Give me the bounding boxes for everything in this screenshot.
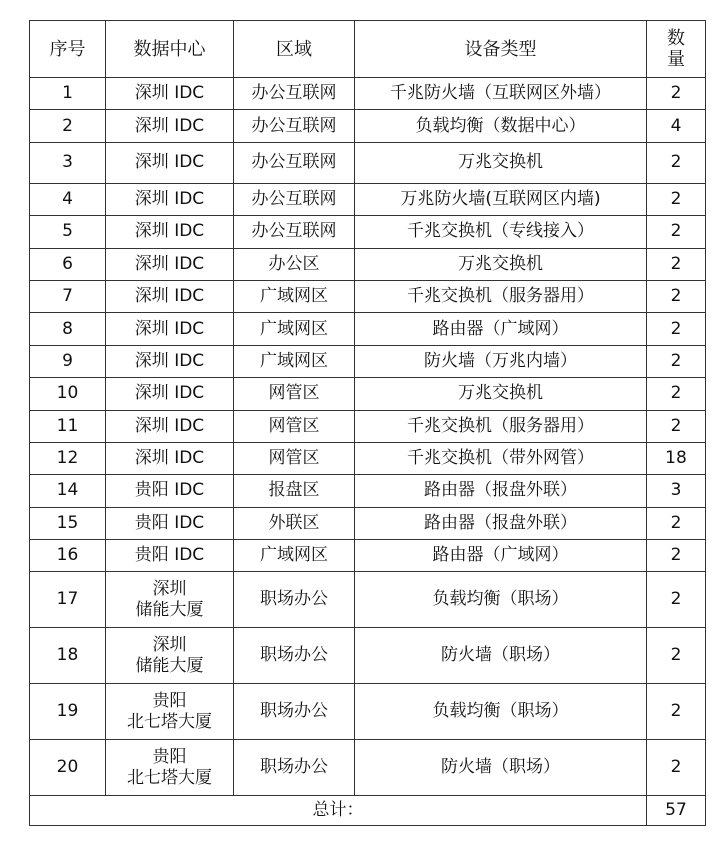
cell-seq: 19 [30, 684, 106, 740]
table-row [30, 345, 706, 377]
cell-seq: 1 [30, 78, 106, 110]
cell-datacenter: 深圳 IDC [106, 216, 234, 248]
table-row [30, 684, 706, 740]
cell-zone: 网管区 [234, 442, 355, 474]
cell-seq: 18 [30, 628, 106, 684]
cell-zone: 办公互联网 [234, 183, 355, 215]
cell-zone: 广域网区 [234, 313, 355, 345]
cell-datacenter: 深圳 IDC [106, 248, 234, 280]
table-row [30, 280, 706, 312]
cell-zone: 外联区 [234, 507, 355, 539]
cell-seq: 2 [30, 110, 106, 142]
cell-device-type: 负载均衡（职场） [355, 684, 647, 740]
cell-qty: 2 [647, 78, 706, 110]
cell-datacenter: 深圳 IDC [106, 410, 234, 442]
cell-zone: 广域网区 [234, 540, 355, 572]
cell-seq: 6 [30, 248, 106, 280]
cell-device-type: 路由器（报盘外联） [355, 507, 647, 539]
cell-seq: 5 [30, 216, 106, 248]
cell-device-type: 万兆交换机 [355, 142, 647, 183]
cell-seq: 15 [30, 507, 106, 539]
cell-seq: 16 [30, 540, 106, 572]
cell-datacenter [106, 684, 234, 740]
cell-qty: 2 [647, 572, 706, 628]
header-datacenter: 数据中心 [106, 21, 234, 78]
cell-datacenter: 贵阳 IDC [106, 507, 234, 539]
table-row [30, 572, 706, 628]
cell-qty: 2 [647, 216, 706, 248]
cell-seq: 17 [30, 572, 106, 628]
cell-datacenter-line2: 储能大厦 [135, 655, 204, 676]
cell-qty: 18 [647, 442, 706, 474]
table-row [30, 507, 706, 539]
total-label: 总计： [30, 796, 647, 826]
cell-seq: 8 [30, 313, 106, 345]
cell-zone: 办公互联网 [234, 78, 355, 110]
cell-datacenter-line2: 北七塔大厦 [127, 767, 212, 788]
cell-datacenter: 深圳 IDC [106, 313, 234, 345]
cell-qty: 2 [647, 540, 706, 572]
cell-qty: 2 [647, 142, 706, 183]
cell-datacenter-line1: 贵阳 [152, 746, 187, 767]
cell-qty: 2 [647, 313, 706, 345]
cell-device-type: 负载均衡（数据中心） [355, 110, 647, 142]
cell-datacenter: 深圳 IDC [106, 110, 234, 142]
cell-datacenter [106, 628, 234, 684]
cell-seq: 3 [30, 142, 106, 183]
header-qty [647, 21, 706, 78]
table-row [30, 248, 706, 280]
table-row [30, 110, 706, 142]
table-row [30, 475, 706, 507]
cell-datacenter-line1: 深圳 [152, 634, 187, 655]
table-row [30, 740, 706, 796]
total-row [30, 796, 706, 826]
cell-seq: 9 [30, 345, 106, 377]
header-qty-line2: 量 [667, 49, 685, 70]
cell-datacenter: 深圳 IDC [106, 280, 234, 312]
cell-seq: 7 [30, 280, 106, 312]
cell-device-type: 万兆交换机 [355, 378, 647, 410]
cell-datacenter [106, 740, 234, 796]
cell-device-type: 路由器（广域网） [355, 313, 647, 345]
equipment-table [29, 20, 706, 826]
cell-device-type: 千兆交换机（服务器用） [355, 280, 647, 312]
total-qty: 57 [647, 796, 706, 826]
header-device-type: 设备类型 [355, 21, 647, 78]
cell-datacenter: 深圳 IDC [106, 142, 234, 183]
cell-qty: 2 [647, 410, 706, 442]
cell-datacenter: 贵阳 IDC [106, 540, 234, 572]
cell-datacenter: 深圳 IDC [106, 183, 234, 215]
cell-qty: 2 [647, 378, 706, 410]
cell-device-type: 负载均衡（职场） [355, 572, 647, 628]
cell-seq: 10 [30, 378, 106, 410]
cell-zone: 职场办公 [234, 572, 355, 628]
cell-zone: 网管区 [234, 378, 355, 410]
cell-datacenter-line1: 贵阳 [152, 690, 187, 711]
cell-device-type: 万兆交换机 [355, 248, 647, 280]
cell-device-type: 千兆防火墙（互联网区外墙） [355, 78, 647, 110]
cell-device-type: 万兆防火墙(互联网区内墙) [355, 183, 647, 215]
cell-seq: 14 [30, 475, 106, 507]
cell-qty: 2 [647, 684, 706, 740]
cell-zone: 广域网区 [234, 345, 355, 377]
cell-zone: 报盘区 [234, 475, 355, 507]
cell-seq: 20 [30, 740, 106, 796]
cell-device-type: 防火墙（职场） [355, 740, 647, 796]
cell-zone: 职场办公 [234, 628, 355, 684]
cell-qty: 2 [647, 280, 706, 312]
cell-datacenter: 深圳 IDC [106, 78, 234, 110]
cell-qty: 2 [647, 507, 706, 539]
cell-seq: 12 [30, 442, 106, 474]
table-row [30, 313, 706, 345]
cell-qty: 2 [647, 248, 706, 280]
cell-zone: 广域网区 [234, 280, 355, 312]
cell-seq: 11 [30, 410, 106, 442]
cell-device-type: 防火墙（万兆内墙） [355, 345, 647, 377]
cell-datacenter: 深圳 IDC [106, 442, 234, 474]
cell-zone: 办公互联网 [234, 110, 355, 142]
cell-device-type: 防火墙（职场） [355, 628, 647, 684]
cell-device-type: 千兆交换机（服务器用） [355, 410, 647, 442]
cell-qty: 2 [647, 740, 706, 796]
cell-seq: 4 [30, 183, 106, 215]
table-row [30, 216, 706, 248]
table-row [30, 378, 706, 410]
cell-datacenter: 深圳 IDC [106, 378, 234, 410]
cell-qty: 2 [647, 628, 706, 684]
cell-zone: 办公互联网 [234, 216, 355, 248]
cell-zone: 职场办公 [234, 684, 355, 740]
cell-zone: 办公区 [234, 248, 355, 280]
header-seq: 序号 [30, 21, 106, 78]
cell-device-type: 路由器（广域网） [355, 540, 647, 572]
header-zone: 区域 [234, 21, 355, 78]
table-row [30, 142, 706, 183]
table-row [30, 410, 706, 442]
cell-qty: 3 [647, 475, 706, 507]
cell-qty: 4 [647, 110, 706, 142]
table-row [30, 540, 706, 572]
cell-qty: 2 [647, 183, 706, 215]
cell-zone: 办公互联网 [234, 142, 355, 183]
table-row [30, 628, 706, 684]
table-row [30, 183, 706, 215]
cell-datacenter [106, 572, 234, 628]
table-header-row [30, 21, 706, 78]
cell-zone: 网管区 [234, 410, 355, 442]
cell-device-type: 路由器（报盘外联） [355, 475, 647, 507]
header-qty-line1: 数 [667, 28, 685, 49]
cell-device-type: 千兆交换机（专线接入） [355, 216, 647, 248]
cell-datacenter: 深圳 IDC [106, 345, 234, 377]
cell-zone: 职场办公 [234, 740, 355, 796]
cell-datacenter-line1: 深圳 [152, 578, 187, 599]
cell-datacenter-line2: 北七塔大厦 [127, 711, 212, 732]
cell-datacenter-line2: 储能大厦 [135, 599, 204, 620]
cell-datacenter: 贵阳 IDC [106, 475, 234, 507]
table-row [30, 78, 706, 110]
cell-qty: 2 [647, 345, 706, 377]
table-row [30, 442, 706, 474]
cell-device-type: 千兆交换机（带外网管） [355, 442, 647, 474]
